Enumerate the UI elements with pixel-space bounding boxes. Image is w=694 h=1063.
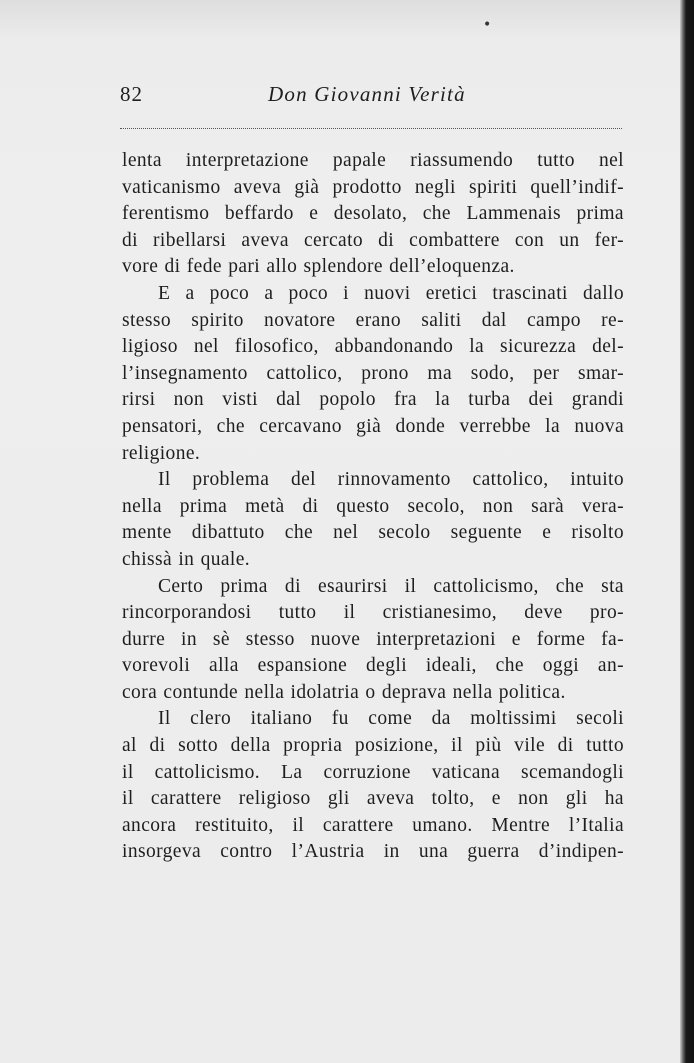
text-line: ferentismo beffardo e desolato, che Lammenais prima <box>122 203 624 225</box>
ink-speck: • <box>483 17 492 33</box>
page-header <box>120 80 625 116</box>
paragraph-start: E a poco a poco i nuovi eretici trascinati dallo <box>158 282 624 304</box>
text-line: nella prima metà di questo secolo, non sarà vera- <box>122 495 624 517</box>
text-line: vorevoli alla espansione degli ideali, che oggi an- <box>122 655 624 677</box>
text-line: rirsi non visti dal popolo fra la turba dei grandi <box>122 389 624 411</box>
text-line: pensatori, che cercavano già donde verrebbe la nuova <box>122 415 624 437</box>
text-line: vaticanismo aveva già prodotto negli spiriti quell’indif- <box>122 176 624 198</box>
text-line: di ribellarsi aveva cercato di combattere con un fer- <box>122 229 624 251</box>
paragraph-start: Il problema del rinnovamento cattolico, intuito <box>158 469 624 491</box>
text-line: durre in sè stesso nuove interpretazioni e forme fa- <box>122 628 624 650</box>
text-line: al di sotto della propria posizione, il più vile di tutto <box>122 735 624 757</box>
book-spine-edge <box>680 0 694 1063</box>
text-line: il carattere religioso gli aveva tolto, e non gli ha <box>122 788 624 810</box>
paragraph-start: Certo prima di esaurirsi il cattolicismo, che sta <box>158 575 624 597</box>
text-line: ancora restituito, il carattere umano. Mentre l’Italia <box>122 814 624 836</box>
text-line: l’insegnamento cattolico, prono ma sodo, per smar- <box>122 362 624 384</box>
text-line: ligioso nel filosofico, abbandonando la sicurezza del- <box>122 336 624 358</box>
text-line: lenta interpretazione papale riassumendo tutto nel <box>122 150 624 171</box>
text-line: religione. <box>122 442 201 464</box>
text-line: rincorporandosi tutto il cristianesimo, deve pro- <box>122 602 624 624</box>
header-rule <box>120 128 622 129</box>
running-title: Don Giovanni Verità <box>268 82 466 106</box>
text-line: mente dibattuto che nel secolo seguente e risolto <box>122 522 624 544</box>
body-text <box>122 148 624 866</box>
paragraph-start: Il clero italiano fu come da moltissimi secoli <box>158 708 624 730</box>
text-line: vore di fede pari allo splendore dell’eloquenza. <box>122 256 515 278</box>
page-number: 82 <box>120 82 143 106</box>
text-line: insorgeva contro l’Austria in una guerra d’indipen- <box>122 841 624 863</box>
text-line: il cattolicismo. La corruzione vaticana scemandogli <box>122 761 624 783</box>
text-line: chissà in quale. <box>122 548 251 570</box>
text-line: cora contunde nella idolatria o deprava nella politica. <box>122 681 566 703</box>
text-line: stesso spirito novatore erano saliti dal campo re- <box>122 309 624 331</box>
